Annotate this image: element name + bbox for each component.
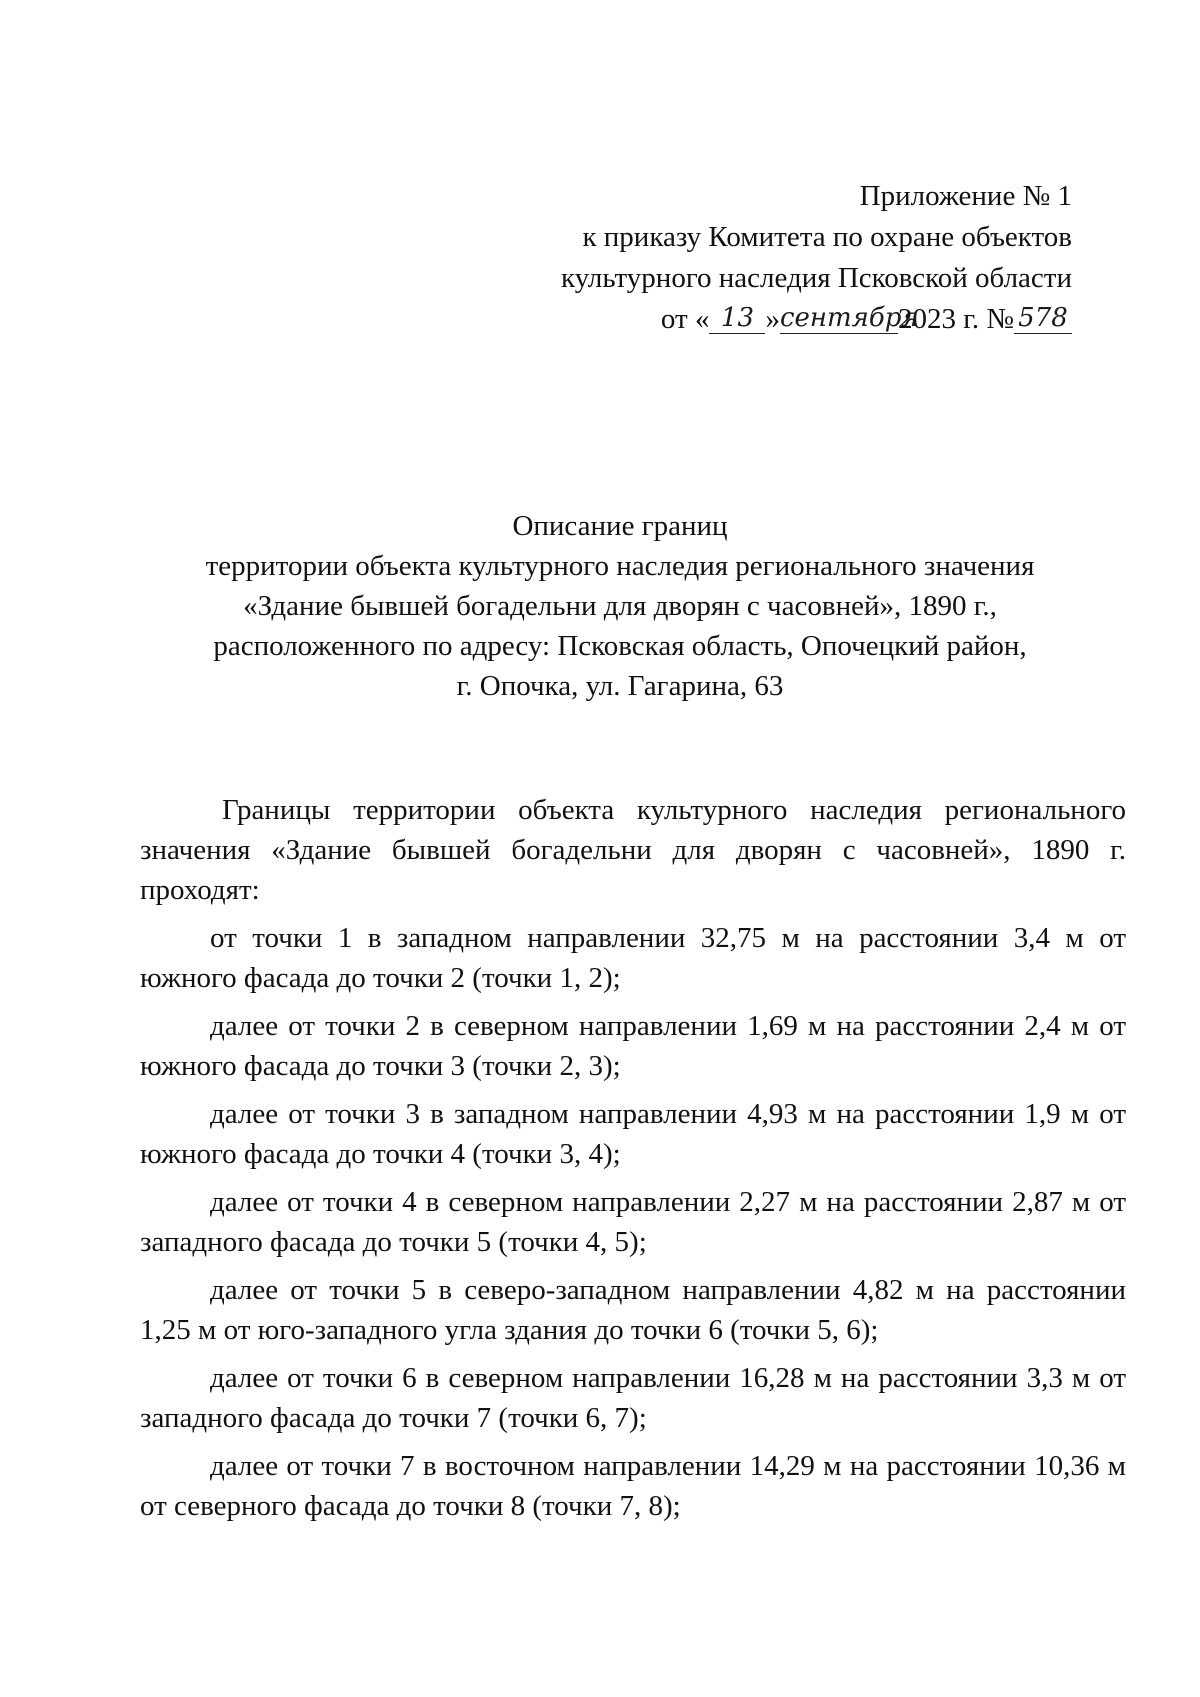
title-line-5: г. Опочка, ул. Гагарина, 63 — [456, 670, 784, 702]
paragraph-segment-5-6: далее от точки 5 в северо-западном направлении 4,82 м на расстоянии 1,25 м от юго-западного угла здания до точки 6 (точки 5, 6); — [140, 1274, 1126, 1346]
title-line-3: «Здание бывшей богадельни для дворян с часовней», 1890 г., — [243, 590, 997, 622]
date-mid: » — [765, 303, 780, 335]
document-body — [140, 790, 1126, 1534]
year-suffix: 2023 г. № — [897, 303, 1014, 335]
title-line-1: Описание границ — [512, 510, 728, 542]
handwritten-order-number: 578 — [1014, 303, 1072, 334]
paragraph-segment-7-8: далее от точки 7 в восточном направлении 14,29 м на расстоянии 10,36 м от северного фасада до точки 8 (точки 7, 8); — [140, 1450, 1126, 1522]
appendix-date-line — [561, 299, 1072, 340]
title-line-2: территории объекта культурного наследия регионального значения — [205, 550, 1035, 582]
document-title — [190, 506, 1050, 706]
paragraph-segment-1-2: от точки 1 в западном направлении 32,75 м на расстоянии 3,4 м от южного фасада до точки 2 (точки 1, 2); — [140, 922, 1126, 994]
appendix-number: Приложение № 1 — [859, 180, 1072, 212]
date-prefix: от « — [660, 303, 710, 335]
paragraph-segment-2-3: далее от точки 2 в северном направлении 1,69 м на расстоянии 2,4 м от южного фасада до точки 3 (точки 2, 3); — [140, 1010, 1126, 1082]
paragraph-segment-4-5: далее от точки 4 в северном направлении 2,27 м на расстоянии 2,87 м от западного фасада до точки 5 (точки 4, 5); — [140, 1186, 1126, 1258]
appendix-committee: культурного наследия Псковской области — [561, 262, 1072, 294]
handwritten-month: сентября — [779, 303, 919, 333]
paragraph-intro: Границы территории объекта культурного наследия регионального значения «Здание бывшей богадельни для дворян с часовней», 1890 г. проходят: — [140, 794, 1126, 906]
appendix-order-ref: к приказу Комитета по охране объектов — [582, 221, 1072, 253]
appendix-header — [561, 176, 1072, 340]
handwritten-day: 13 — [709, 303, 765, 334]
paragraph-segment-3-4: далее от точки 3 в западном направлении 4,93 м на расстоянии 1,9 м от южного фасада до точки 4 (точки 3, 4); — [140, 1098, 1126, 1170]
paragraph-segment-6-7: далее от точки 6 в северном направлении 16,28 м на расстоянии 3,3 м от западного фасада до точки 7 (точки 6, 7); — [140, 1362, 1126, 1434]
title-line-4: расположенного по адресу: Псковская область, Опочецкий район, — [213, 630, 1027, 662]
